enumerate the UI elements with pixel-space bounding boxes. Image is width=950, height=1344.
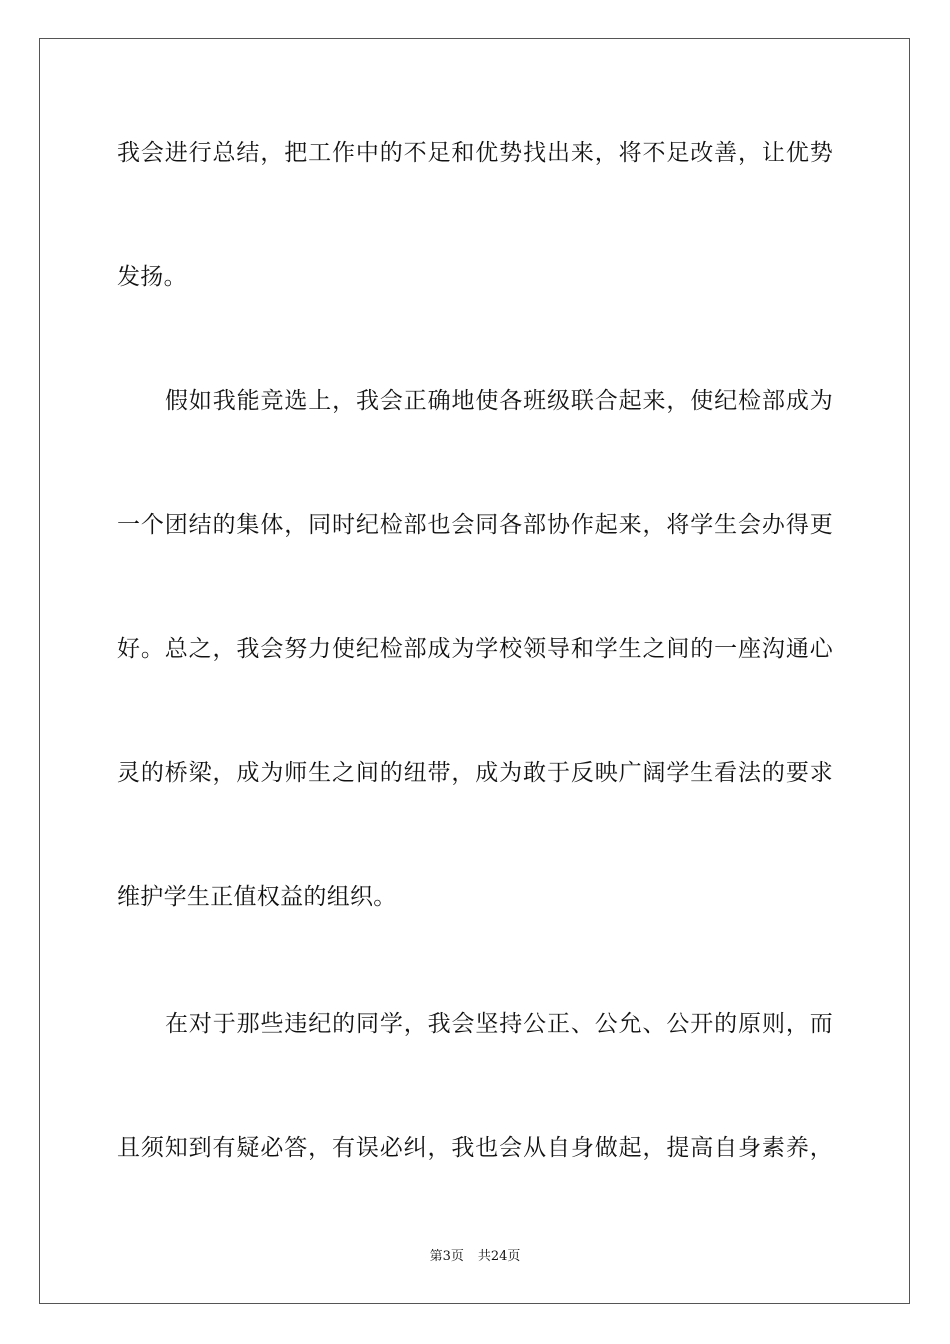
paragraph-line: 且须知到有疑必答，有误必纠，我也会从自身做起，提高自身素养，: [117, 1135, 833, 1161]
total-pages: 共24页: [477, 1249, 521, 1264]
page-footer: [0, 1248, 950, 1266]
paragraph-line: 一个团结的集体，同时纪检部也会同各部协作起来，将学生会办得更: [117, 512, 833, 538]
paragraph-line: 发扬。: [117, 264, 187, 290]
page-border: [39, 38, 910, 1304]
paragraph-line: 在对于那些违纪的同学，我会坚持公正、公允、公开的原则，而: [165, 1011, 833, 1037]
paragraph-line: 维护学生正值权益的组织。: [117, 884, 397, 910]
paragraph-line: 假如我能竞选上，我会正确地使各班级联合起来，使纪检部成为: [165, 388, 833, 414]
paragraph-line: 好。总之，我会努力使纪检部成为学校领导和学生之间的一座沟通心: [117, 636, 833, 662]
page-number: 第3页: [429, 1249, 464, 1264]
paragraph-line: 我会进行总结，把工作中的不足和优势找出来，将不足改善，让优势: [117, 140, 833, 166]
paragraph-line: 灵的桥梁，成为师生之间的纽带，成为敢于反映广阔学生看法的要求: [117, 760, 833, 786]
